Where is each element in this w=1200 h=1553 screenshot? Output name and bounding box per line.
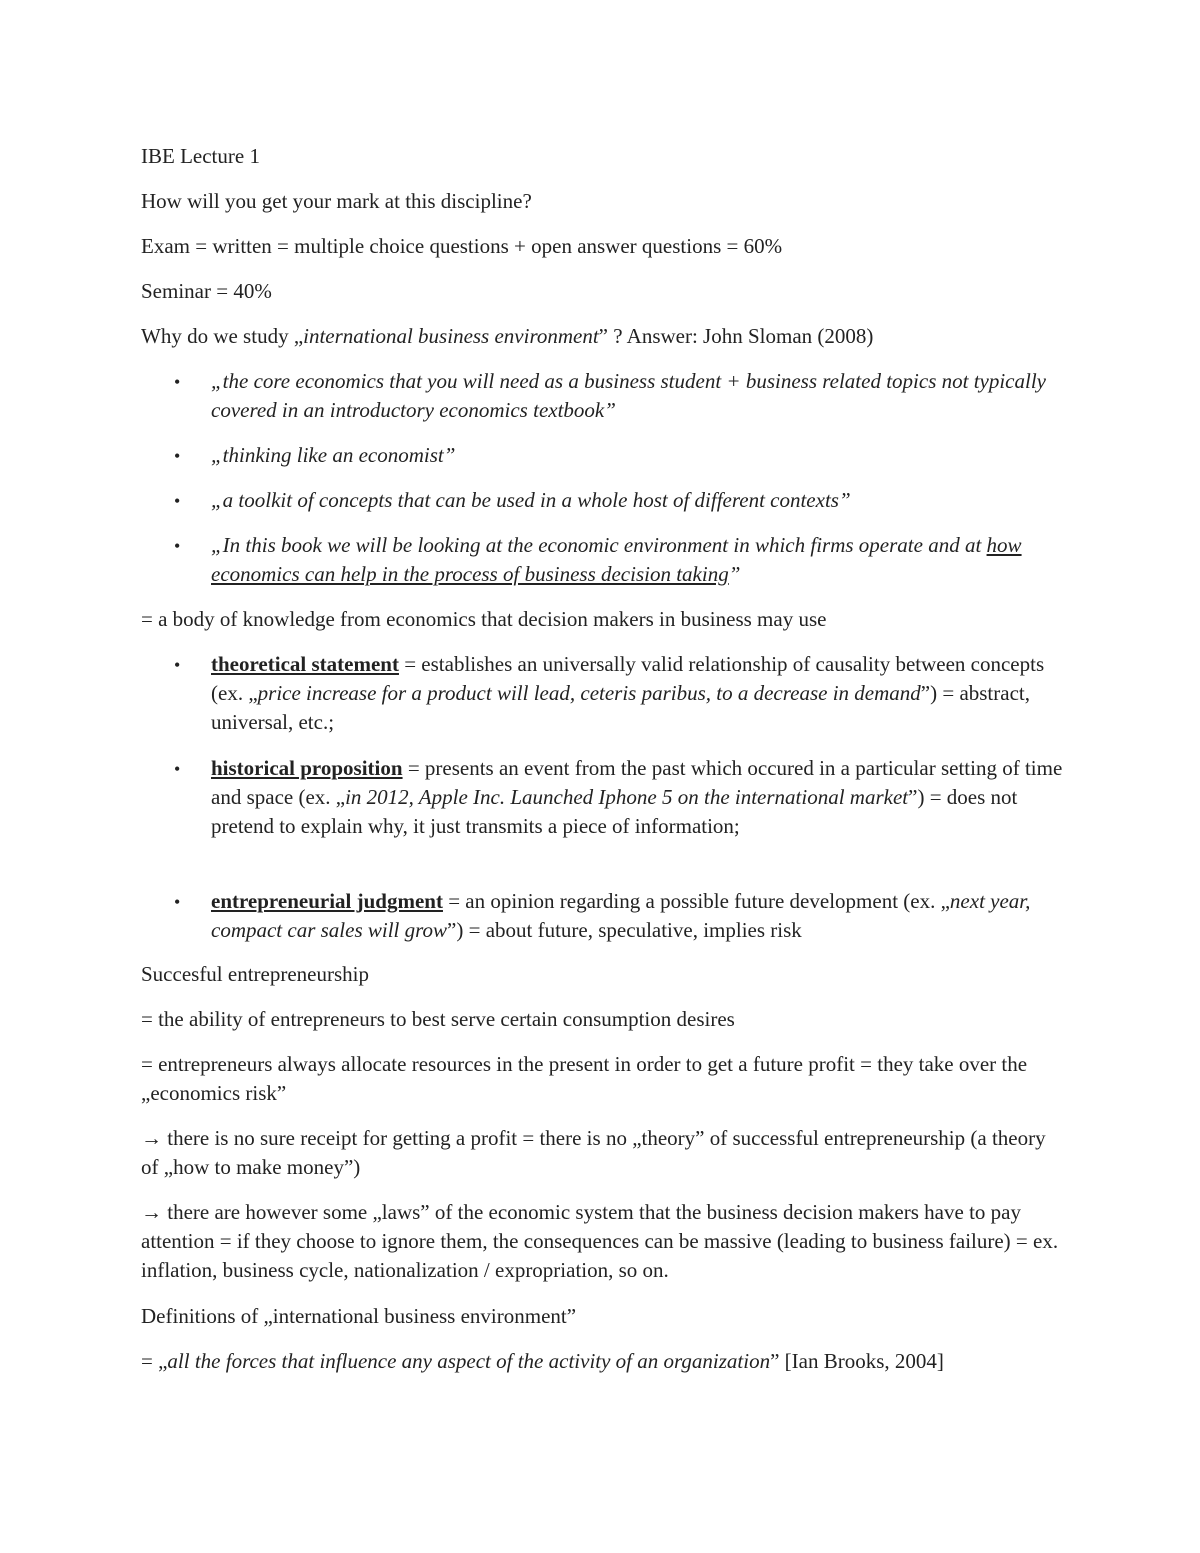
quote-4-underlined: how economics can help in the process of business decision taking <box>211 533 1022 586</box>
arrow-note-2: → there are however some „laws” of the economic system that the business decision makers have to pay attention = if they choose to ignore them, the consequences can be massive (leading to business failure) = ex. inflation, business cycle, nationalization / expropriation, so on. <box>141 1200 1059 1282</box>
body-of-knowledge: = a body of knowledge from economics that decision makers in business may use <box>141 607 827 631</box>
definitions-heading: Definitions of „international business environment” <box>141 1304 577 1328</box>
bullet-icon: • <box>174 372 181 392</box>
term-label: theoretical statement <box>211 652 399 676</box>
why-post: ” ? Answer: John Sloman (2008) <box>598 324 874 348</box>
success-definition-2: = entrepreneurs always allocate resources in the present in order to get a future profit = they take over the „economics risk” <box>141 1052 1028 1105</box>
bullet-icon: • <box>174 892 181 912</box>
successful-entrepreneurship-heading: Succesful entrepreneurship <box>141 962 369 986</box>
term-pre: = an opinion regarding a possible future development (ex. „ <box>442 889 950 913</box>
final-italic: all the forces that influence any aspect of the activity of an organization <box>167 1349 771 1373</box>
term-pre: = presents an event from the past which occured in a particular setting of time and space (ex. „ <box>211 756 1063 809</box>
success-definition-1: = the ability of entrepreneurs to best serve certain consumption desires <box>141 1007 735 1031</box>
final-post: ” [Ian Brooks, 2004] <box>770 1349 944 1373</box>
arrow-note-1: → there is no sure receipt for getting a profit = there is no „theory” of successful entrepreneurship (a theory of „how to make money”) <box>141 1126 1046 1179</box>
brooks-definition <box>141 1347 1066 1376</box>
bullet-icon: • <box>174 446 181 466</box>
quote-3: „a toolkit of concepts that can be used in a whole host of different contexts” <box>211 488 851 512</box>
term-post: ”) = does not pretend to explain why, it just transmits a piece of information; <box>211 785 1018 838</box>
why-pre: Why do we study „ <box>141 324 304 348</box>
why-study-line <box>141 322 1061 351</box>
bullet-icon: • <box>174 491 181 511</box>
term-entrepreneurial <box>211 887 1071 945</box>
term-pre: = establishes an universally valid relationship of causality between concepts (ex. „ <box>211 652 1045 705</box>
bullet-icon: • <box>174 536 181 556</box>
term-example: in 2012, Apple Inc. Launched Iphone 5 on the international market <box>345 785 909 809</box>
term-label: entrepreneurial judgment <box>211 889 443 913</box>
term-post: ”) = about future, speculative, implies risk <box>447 918 802 942</box>
quote-4-post: ” <box>728 562 741 586</box>
quote-2: „thinking like an economist” <box>211 443 456 467</box>
bullet-icon: • <box>174 655 181 675</box>
final-pre: = „ <box>141 1349 168 1373</box>
term-label: historical proposition <box>211 756 403 780</box>
seminar-line: Seminar = 40% <box>141 279 272 303</box>
term-example: next year, compact car sales will grow <box>211 889 1031 942</box>
exam-line: Exam = written = multiple choice questions + open answer questions = 60% <box>141 234 783 258</box>
term-example: price increase for a product will lead, ceteris paribus, to a decrease in demand <box>257 681 921 705</box>
lecture-title: IBE Lecture 1 <box>141 144 260 168</box>
mark-question: How will you get your mark at this discipline? <box>141 189 532 213</box>
term-theoretical <box>211 650 1071 737</box>
why-italic: international business environment <box>303 324 599 348</box>
bullet-icon: • <box>174 759 181 779</box>
term-historical <box>211 754 1071 841</box>
quote-1: „the core economics that you will need as a business student + business related topics not typically covered in an introductory economics textbook” <box>211 369 1046 422</box>
quote-4-pre: „In this book we will be looking at the economic environment in which firms operate and at <box>211 533 987 557</box>
term-post: ”) = abstract, universal, etc.; <box>211 681 1030 734</box>
quote-4 <box>211 531 1071 589</box>
